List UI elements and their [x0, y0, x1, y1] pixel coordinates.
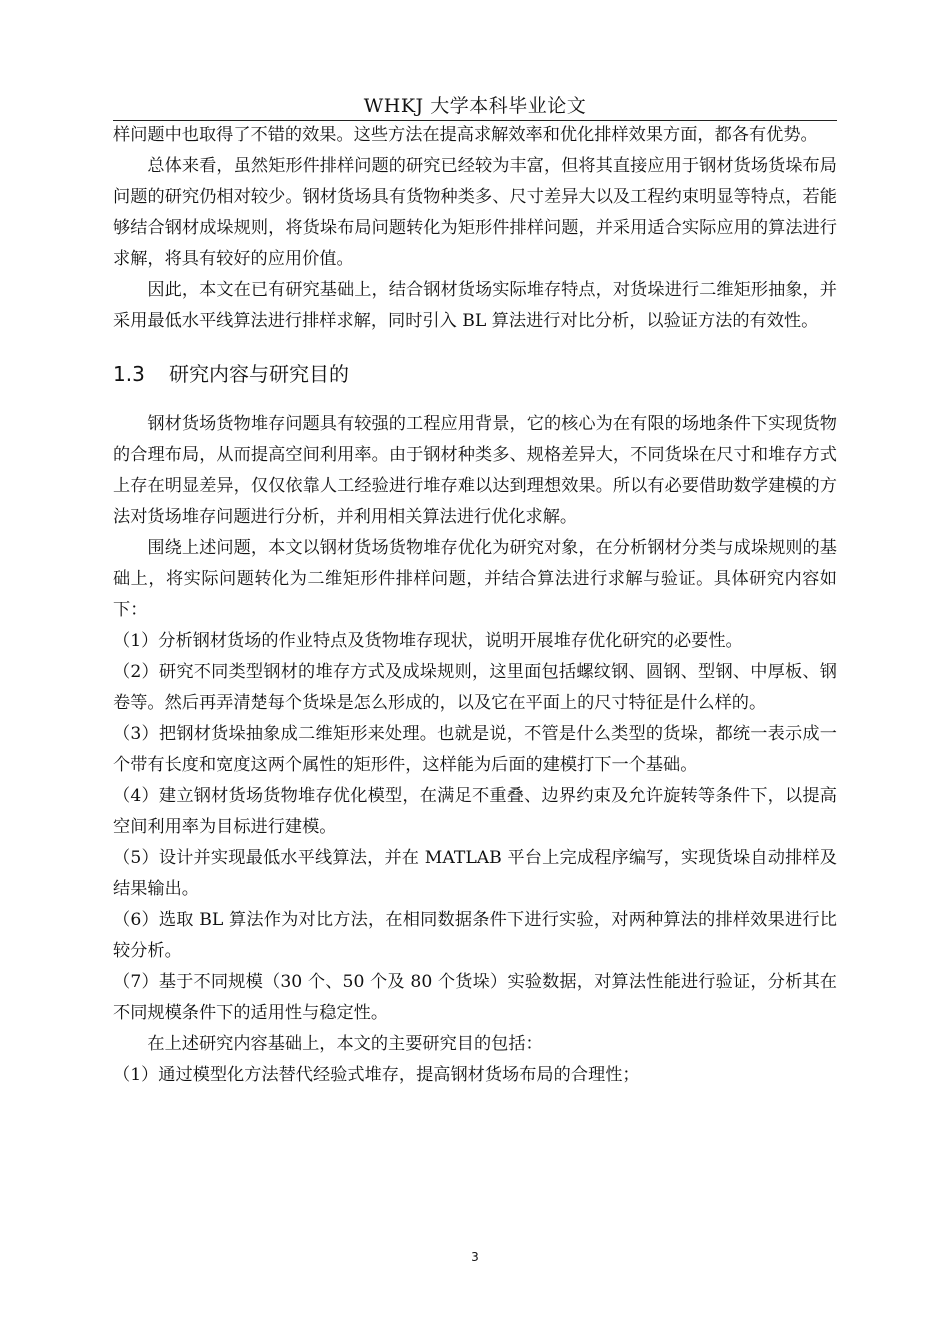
list-item: （1）通过模型化方法替代经验式堆存，提高钢材货场布局的合理性； [113, 1065, 640, 1085]
page-body [113, 120, 837, 1091]
header-title: WHKJ 大学本科毕业论文 [363, 95, 587, 117]
list-item: （5）设计并实现最低水平线算法，并在 MATLAB 平台上完成程序编写，实现货垛自动排样及结果输出。 [113, 848, 837, 899]
body-paragraph: 在上述研究内容基础上，本文的主要研究目的包括： [147, 1034, 543, 1054]
running-header [113, 94, 837, 121]
body-paragraph: 因此，本文在已有研究基础上，结合钢材货场实际堆存特点，对货垛进行二维矩形抽象，并采用最低水平线算法进行排样求解，同时引入 BL 算法进行对比分析，以验证方法的有效性。 [113, 280, 837, 331]
list-item: （7）基于不同规模（30 个、50 个及 80 个货垛）实验数据，对算法性能进行验证，分析其在不同规模条件下的适用性与稳定性。 [113, 972, 837, 1023]
list-item: （1）分析钢材货场的作业特点及货物堆存现状，说明开展堆存优化研究的必要性。 [113, 631, 743, 651]
section-title: 研究内容与研究目的 [169, 362, 349, 386]
section-heading [113, 357, 837, 391]
list-item: （4）建立钢材货场货物堆存优化模型，在满足不重叠、边界约束及允许旋转等条件下，以提高空间利用率为目标进行建模。 [113, 786, 837, 837]
list-item: （2）研究不同类型钢材的堆存方式及成垛规则，这里面包括螺纹钢、圆钢、型钢、中厚板、钢卷等。然后再弄清楚每个货垛是怎么形成的，以及它在平面上的尺寸特征是什么样的。 [113, 662, 837, 713]
body-paragraph: 总体来看，虽然矩形件排样问题的研究已经较为丰富，但将其直接应用于钢材货场货垛布局问题的研究仍相对较少。钢材货场具有货物种类多、尺寸差异大以及工程约束明显等特点，若能够结合钢材成垛规则，将货垛布局问题转化为矩形件排样问题，并采用适合实际应用的算法进行求解，将具有较好的应用价值。 [113, 156, 837, 269]
section-number: 1.3 [113, 362, 145, 386]
body-paragraph: 样问题中也取得了不错的效果。这些方法在提高求解效率和优化排样效果方面，都各有优势。 [113, 125, 818, 145]
body-paragraph: 围绕上述问题，本文以钢材货场货物堆存优化为研究对象，在分析钢材分类与成垛规则的基础上，将实际问题转化为二维矩形件排样问题，并结合算法进行求解与验证。具体研究内容如下： [113, 538, 837, 620]
list-item: （3）把钢材货垛抽象成二维矩形来处理。也就是说，不管是什么类型的货垛，都统一表示成一个带有长度和宽度这两个属性的矩形件，这样能为后面的建模打下一个基础。 [113, 724, 837, 775]
list-item: （6）选取 BL 算法作为对比方法，在相同数据条件下进行实验，对两种算法的排样效果进行比较分析。 [113, 910, 837, 961]
page-number: 3 [471, 1250, 479, 1264]
body-paragraph: 钢材货场货物堆存问题具有较强的工程应用背景，它的核心为在有限的场地条件下实现货物的合理布局，从而提高空间利用率。由于钢材种类多、规格差异大，不同货垛在尺寸和堆存方式上存在明显差异，仅仅依靠人工经验进行堆存难以达到理想效果。所以有必要借助数学建模的方法对货场堆存问题进行分析，并利用相关算法进行优化求解。 [113, 414, 837, 527]
